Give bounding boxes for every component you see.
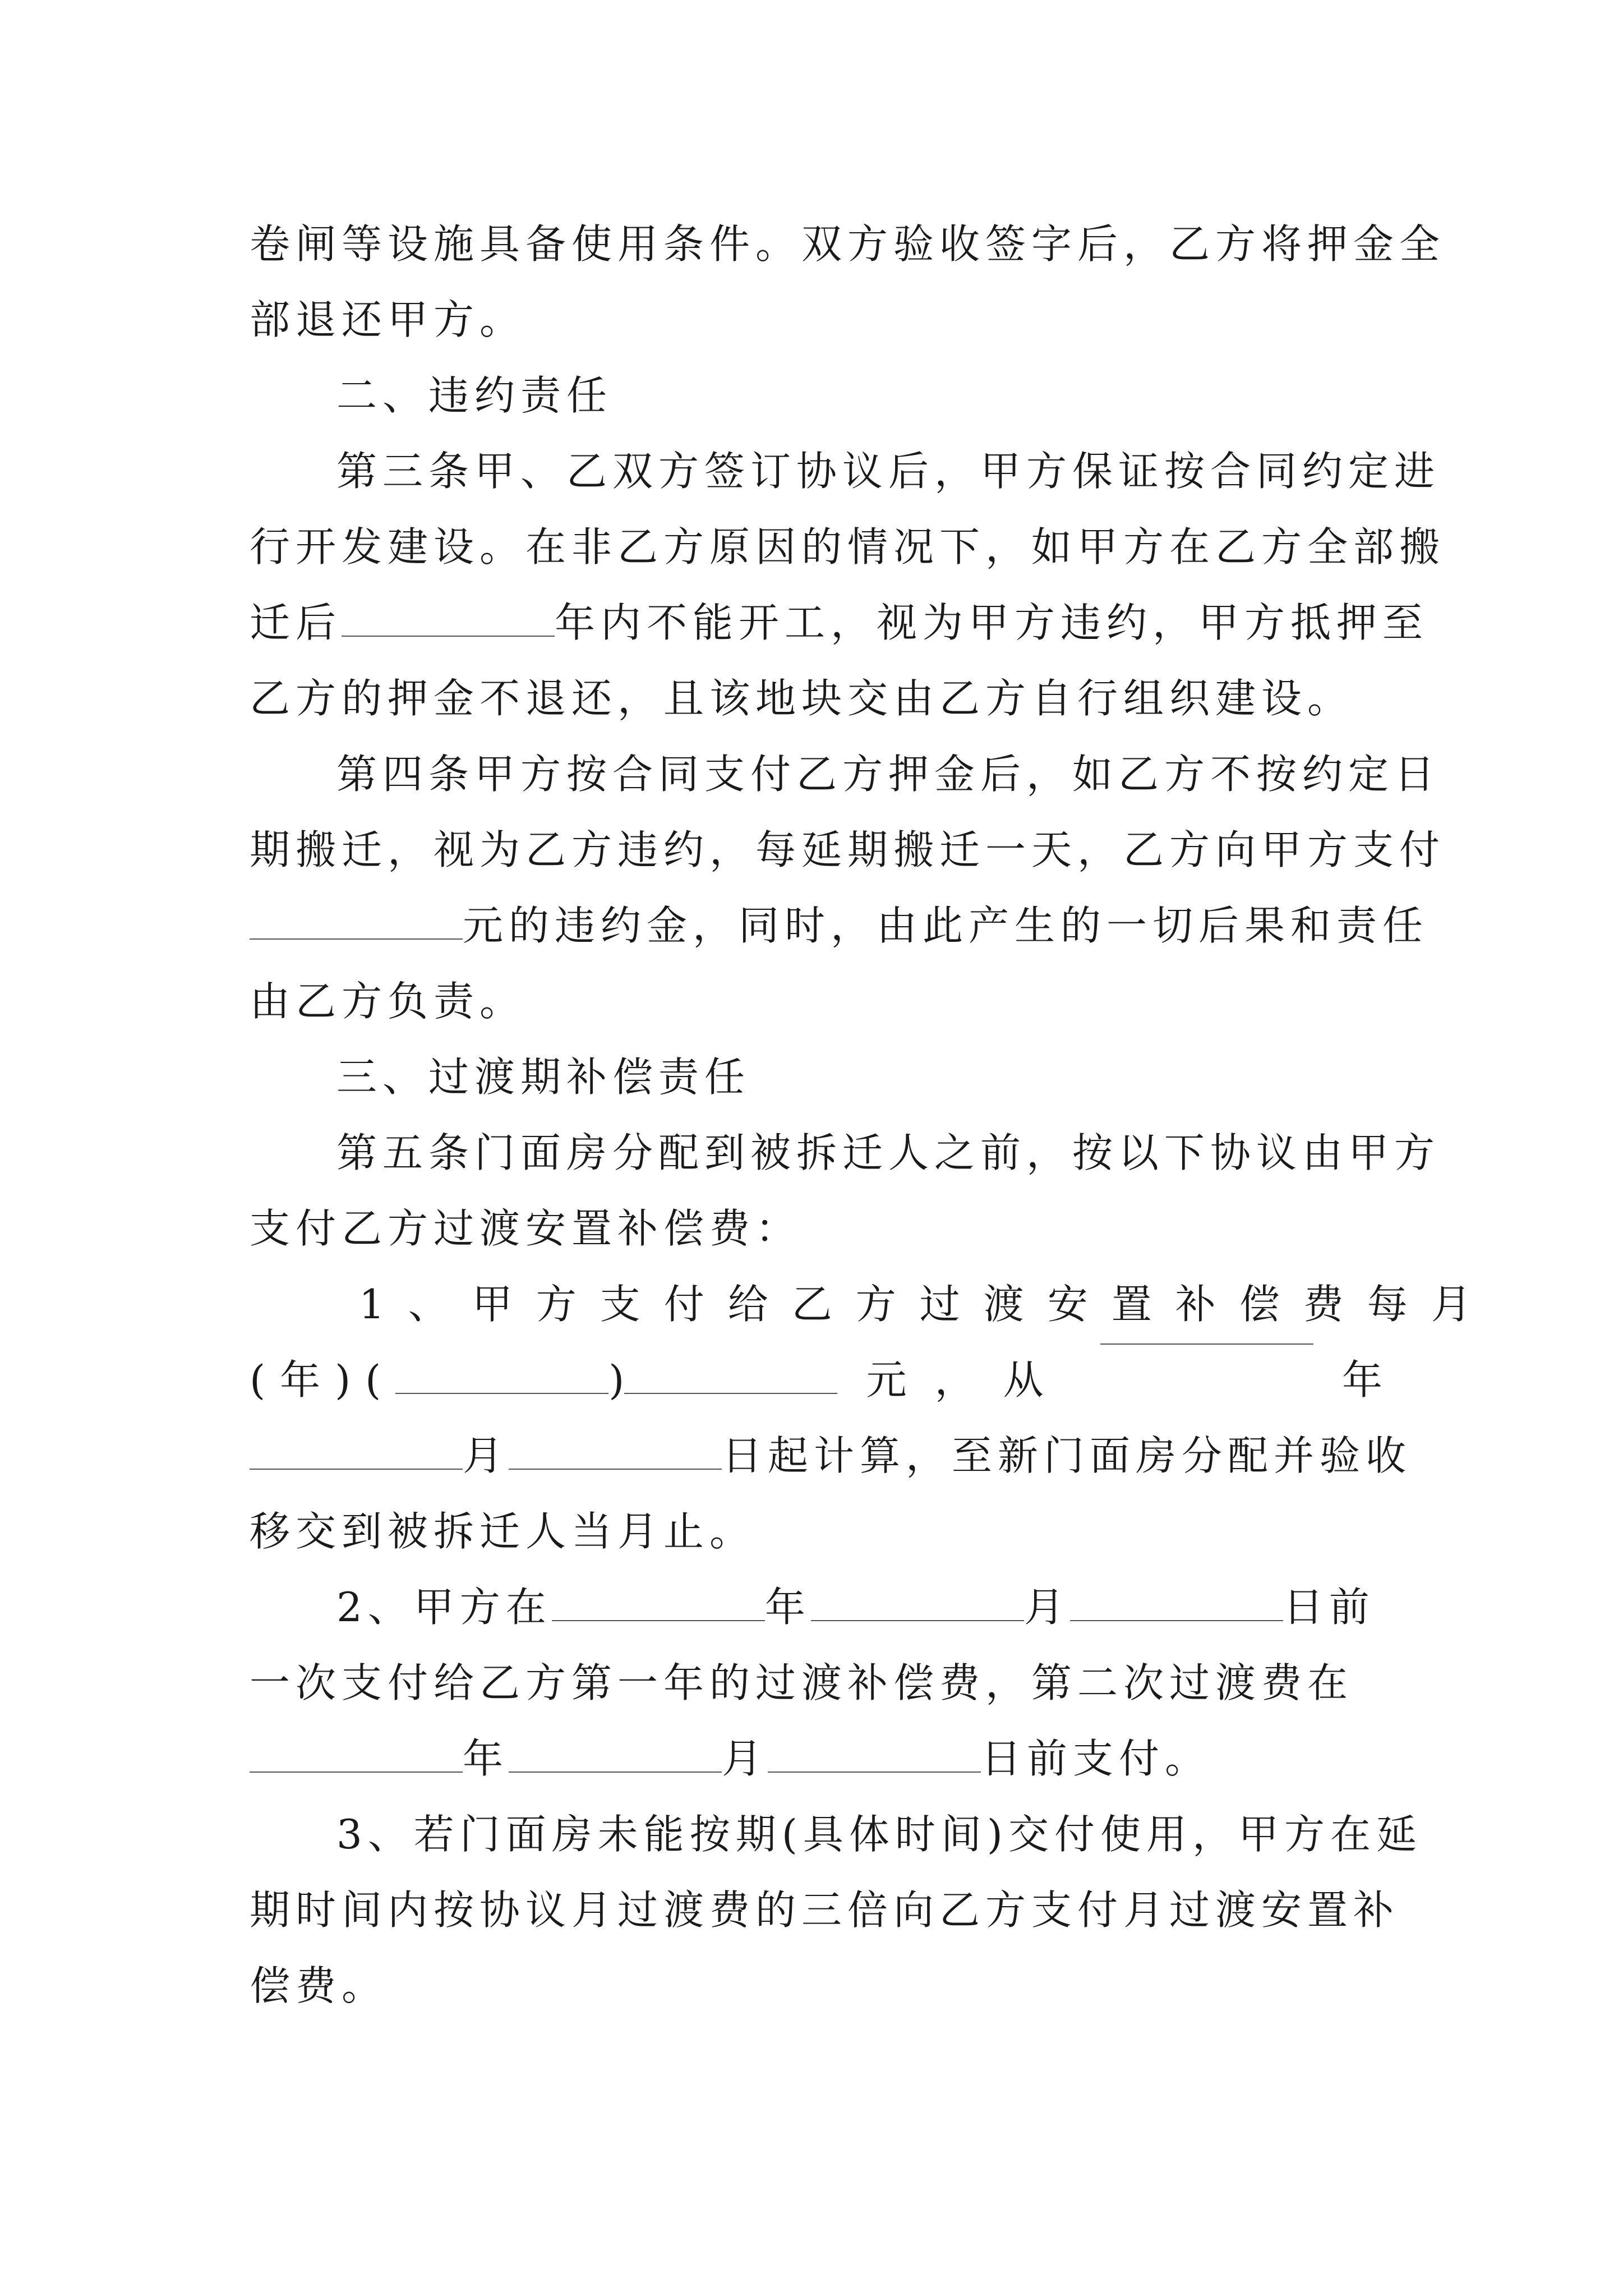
text-run: 月: [722, 1735, 768, 1782]
fill-blank: [342, 630, 555, 637]
text-run: 年: [463, 1735, 509, 1782]
paragraph-line: 3、若门面房未能按期(具体时间)交付使用，甲方在延: [336, 1811, 1422, 1858]
fill-blank: [509, 1766, 722, 1773]
fill-blank: [395, 1387, 608, 1394]
text-run: (年)(: [250, 1356, 396, 1404]
paragraph-line: 期搬迁，视为乙方违约，每延期搬迁一天，乙方向甲方支付: [250, 826, 1446, 873]
paragraph-line: [250, 581, 1428, 665]
paragraph-line: 期时间内按协议月过渡费的三倍向乙方支付月过渡安置补: [250, 1887, 1400, 1934]
paragraph-line: 第三条甲、乙双方签订协议后，甲方保证按合同约定进: [336, 448, 1441, 495]
text-run: 日前支付。: [981, 1735, 1211, 1782]
paragraph-line: 一次支付给乙方第一年的过渡补偿费，第二次过渡费在: [250, 1659, 1354, 1706]
paragraph-line: 支付乙方过渡安置补偿费：: [250, 1205, 802, 1252]
text-run: [250, 1338, 837, 1422]
text-run: 年内不能开工，视为甲方违约，甲方抵押至: [555, 599, 1429, 646]
paragraph-line: 移交到被拆迁人当月止。: [250, 1508, 756, 1555]
fill-blank: [250, 1766, 463, 1773]
paragraph-line: 第四条甲方按合同支付乙方押金后，如乙方不按约定日: [336, 751, 1441, 798]
text-run: 月: [463, 1432, 509, 1479]
text-run: 元的违约金，同时，由此产生的一切后果和责任: [463, 902, 1429, 949]
fill-blank: [250, 933, 463, 940]
paragraph-line: [250, 1338, 1382, 1422]
paragraph-line: 乙方的押金不退还，且该地块交由乙方自行组织建设。: [250, 675, 1354, 722]
text-run: 迁后: [250, 599, 342, 646]
text-run: 日前: [1283, 1584, 1375, 1631]
paragraph-line: 部退还甲方。: [250, 296, 526, 343]
paragraph-line: 卷闸等设施具备使用条件。双方验收签字后，乙方将押金全: [250, 220, 1446, 268]
section-heading: 二、违约责任: [336, 372, 613, 419]
fill-blank: [768, 1766, 981, 1773]
paragraph-line: [250, 1717, 1211, 1801]
paragraph-line: [336, 1565, 1375, 1649]
paragraph-line: 偿费。: [250, 1962, 388, 2009]
text-run: 月: [1023, 1584, 1070, 1631]
paragraph-line: 由乙方负责。: [250, 978, 526, 1025]
text-run: 年: [1341, 1356, 1382, 1404]
fill-blank: [552, 1614, 765, 1621]
text-run: 2、甲方在: [336, 1584, 552, 1631]
text-run: 元，从: [866, 1356, 1072, 1404]
paragraph-line: 1、甲方支付给乙方过渡安置补偿费每月: [359, 1281, 1495, 1328]
paragraph-line: 第五条门面房分配到被拆迁人之前，按以下协议由甲方: [336, 1129, 1441, 1176]
fill-blank: [811, 1614, 1024, 1621]
text-run: 年: [764, 1584, 811, 1631]
section-heading: 三、过渡期补偿责任: [336, 1053, 751, 1101]
fill-blank: [624, 1387, 837, 1394]
text-run: ): [608, 1356, 625, 1404]
fill-blank: [509, 1463, 722, 1470]
paragraph-line: [250, 884, 1428, 968]
fill-blank: [1100, 1338, 1313, 1345]
paragraph-line: 行开发建设。在非乙方原因的情况下，如甲方在乙方全部搬: [250, 523, 1446, 570]
text-run: 日起计算，至新门面房分配并验收: [722, 1432, 1412, 1479]
paragraph-line: [250, 1414, 1412, 1498]
fill-blank: [1070, 1614, 1283, 1621]
fill-blank: [250, 1463, 463, 1470]
